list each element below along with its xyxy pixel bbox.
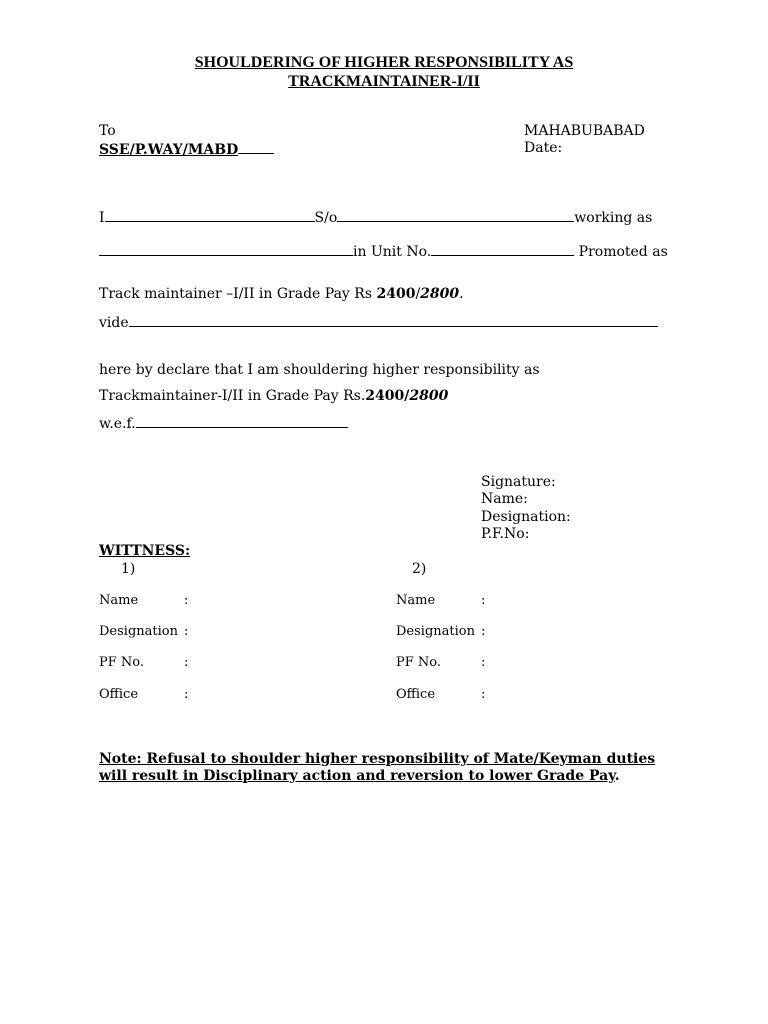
to-label: To [99,123,116,139]
signature-label: Signature: [481,474,556,490]
declarant-line [99,208,652,227]
grade-pay-slash: / [415,286,421,302]
witness-2-pfno-label: PF No. [396,655,442,670]
signature-pfno-label: P.F.No: [481,526,530,542]
witness-1-office-label: Office [99,687,139,702]
declaration-grade-line [99,388,448,405]
grade-pay-text: Track maintainer –I/II in Grade Pay Rs [99,286,377,302]
witness-heading: WITTNESS: [99,543,191,559]
witness-2-name-label: Name [396,593,436,608]
grade-pay-end: . [459,286,464,302]
witness-2-designation-label: Designation [396,624,475,639]
wef-line [99,414,348,433]
witness-1-name-colon: : [184,593,189,608]
witness-2-office-label: Office [396,687,436,702]
witness-2-pfno-colon: : [481,655,486,670]
witness-1-pfno-label: PF No. [99,655,145,670]
declarant-name-field[interactable] [105,208,315,222]
date-label: Date: [524,140,563,156]
note-text: Note: Refusal to shoulder higher responsibility of Mate/Keyman duties will result in Disciplinary action and reversion to lower Grade Pay [99,751,656,784]
unit-line [99,242,668,261]
witness-1-designation-colon: : [184,624,189,639]
witness-2-name-colon: : [481,593,486,608]
addressee-text: SSE/P.WAY/MABD [99,142,239,158]
place-label: MAHABUBABAD [524,123,645,139]
witness-1-name-label: Name [99,593,139,608]
designation-field[interactable] [99,242,353,256]
witness-2-office-colon: : [481,687,486,702]
witness-1-pfno-colon: : [184,655,189,670]
grade-pay-line [99,286,464,303]
grade-pay-b: 2800 [420,286,460,302]
working-as-label: working as [574,210,653,226]
declaration-grade-pay-b: 2800 [409,388,449,404]
signature-designation-label: Designation: [481,509,571,525]
signature-name-label: Name: [481,491,528,507]
declaration-text: here by declare that I am shouldering higher responsibility as [99,362,540,378]
father-name-field[interactable] [337,208,574,222]
promoted-as-label: Promoted as [574,244,668,260]
witness-1-designation-label: Designation [99,624,178,639]
vide-label: vide [99,315,129,331]
witness-1-office-colon: : [184,687,189,702]
addressee [99,140,274,159]
document-title-line-1: SHOULDERING OF HIGHER RESPONSIBILITY AS [194,54,574,71]
note [99,751,669,785]
note-end: . [614,768,620,784]
vide-line [99,313,658,332]
addressee-blank[interactable] [238,140,274,154]
so-label: S/o [314,210,338,226]
witness-1-number: 1) [121,561,136,577]
wef-date-field[interactable] [136,414,348,428]
unit-no-field[interactable] [431,242,574,256]
witness-2-number: 2) [412,561,427,577]
declaration-grade-pay-a: 2400/ [365,388,410,404]
witness-2-designation-colon: : [481,624,486,639]
vide-field[interactable] [129,313,658,327]
document-title-line-2: TRACKMAINTAINER-I/II [288,73,480,90]
i-label: I [99,210,105,226]
grade-pay-a: 2400 [376,286,416,302]
unit-no-label: in Unit No. [353,244,432,260]
declaration-grade-text: Trackmaintainer-I/II in Grade Pay Rs. [99,388,366,404]
wef-label: w.e.f. [99,416,136,432]
